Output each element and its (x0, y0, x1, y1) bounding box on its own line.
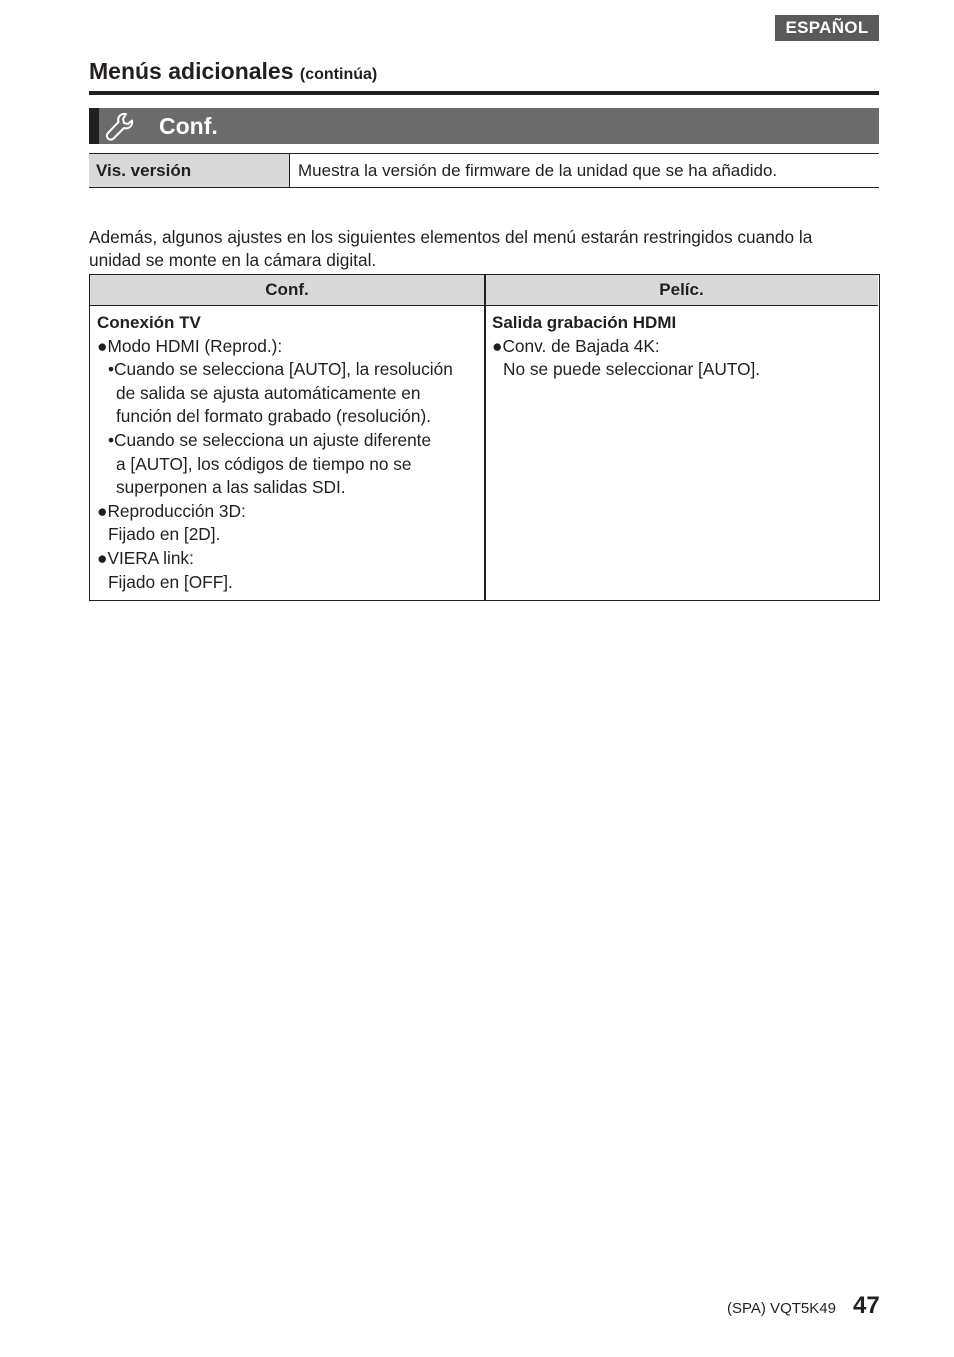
list-item: ●VIERA link: (97, 547, 194, 568)
version-description: Muestra la versión de firmware de la unidad que se ha añadido. (298, 160, 778, 180)
list-item: de salida se ajusta automáticamente en (116, 382, 421, 403)
menu-bar-accent (89, 108, 99, 144)
menu-header-conf (89, 108, 879, 144)
intro-line-1: Además, algunos ajustes en los siguientes elementos del menú estarán restringidos cuando la (89, 227, 813, 247)
list-item: función del formato grabado (resolución). (116, 406, 432, 427)
list-item: •Cuando se selecciona un ajuste diferente (108, 429, 432, 450)
section-title-text: Menús adicionales (89, 58, 294, 84)
version-row (89, 153, 879, 188)
wrench-icon (103, 111, 137, 141)
column-divider (484, 275, 486, 600)
title-divider (89, 91, 879, 95)
page-number: 47 (853, 1292, 880, 1319)
version-key: Vis. versión (89, 154, 290, 187)
column-header-pelic: Pelíc. (485, 275, 878, 306)
list-item: •Cuando se selecciona [AUTO], la resolución (108, 359, 453, 380)
conf-cell (97, 311, 482, 594)
intro-line-2: unidad se monte en la cámara digital. (89, 250, 377, 270)
list-item: superponen a las salidas SDI. (116, 477, 346, 498)
menu-title: Conf. (159, 112, 218, 139)
list-item: ●Modo HDMI (Reprod.): (97, 335, 283, 356)
document-code: (SPA) VQT5K49 (727, 1300, 836, 1317)
pelic-cell (492, 311, 877, 382)
restrictions-table (89, 274, 880, 601)
list-item: ●Conv. de Bajada 4K: (492, 335, 660, 356)
section-title (89, 58, 377, 85)
list-item: Fijado en [2D]. (108, 524, 221, 545)
section-subtitle: (continúa) (299, 66, 378, 83)
conf-heading: Conexión TV (97, 313, 201, 332)
list-item: a [AUTO], los códigos de tiempo no se (116, 453, 412, 474)
pelic-heading: Salida grabación HDMI (492, 313, 677, 332)
language-tag: ESPAÑOL (775, 15, 879, 41)
list-item: No se puede seleccionar [AUTO]. (503, 359, 761, 380)
intro-paragraph (89, 226, 879, 272)
list-item: Fijado en [OFF]. (108, 571, 233, 592)
column-header-conf: Conf. (90, 275, 484, 306)
list-item: ●Reproducción 3D: (97, 500, 246, 521)
